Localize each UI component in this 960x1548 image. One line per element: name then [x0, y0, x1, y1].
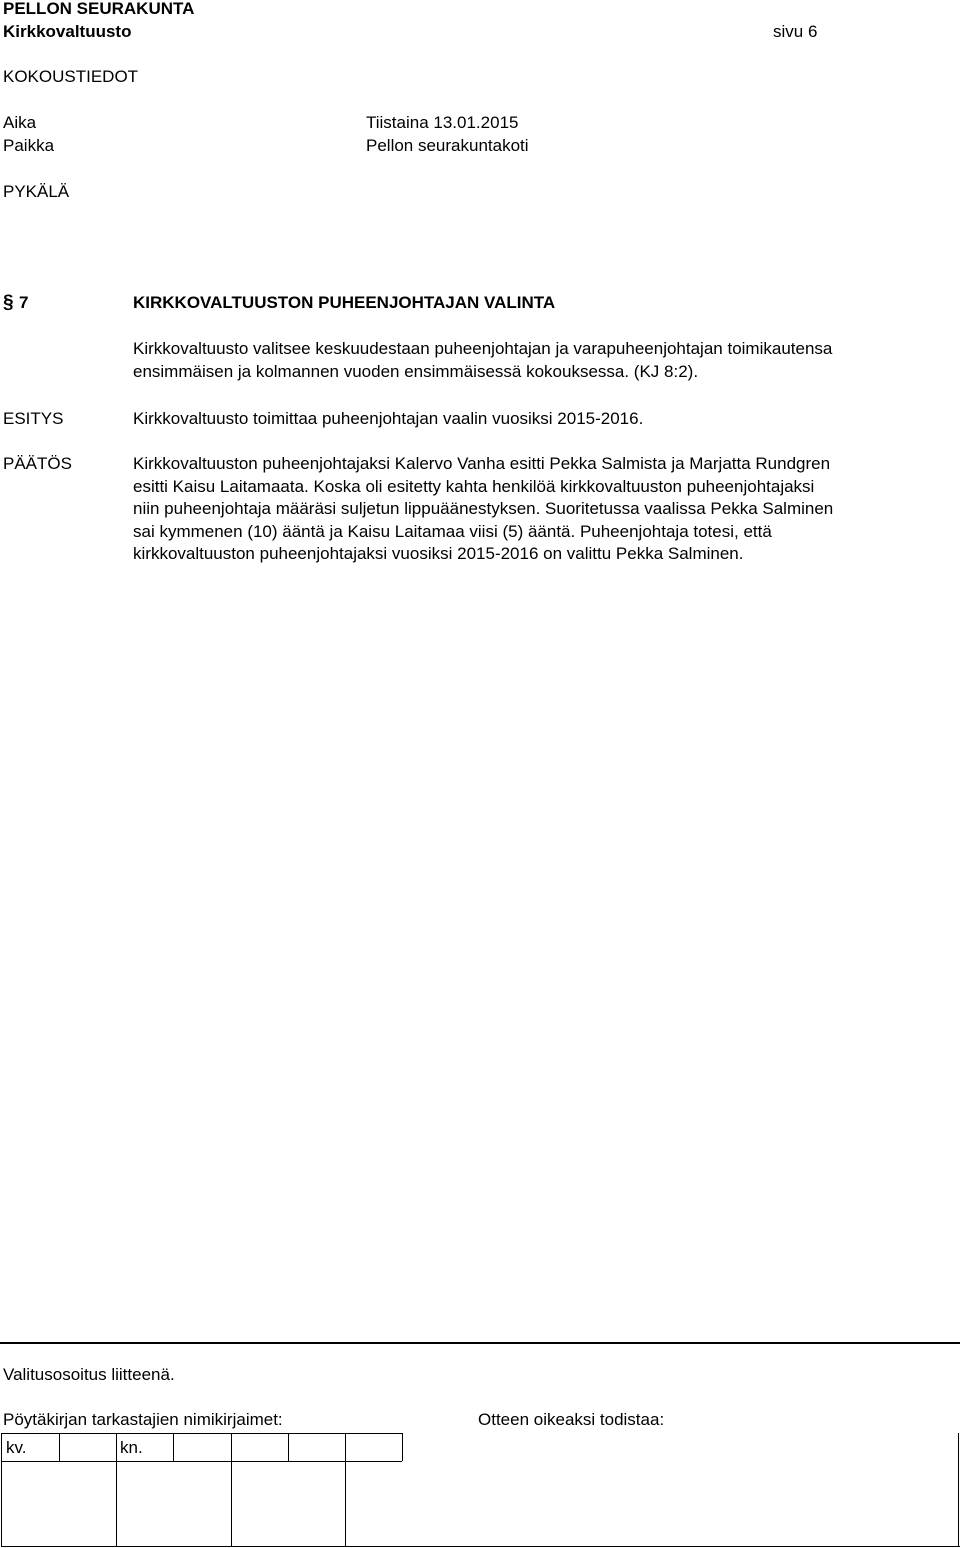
decision-line: Kirkkovaltuuston puheenjohtajaksi Kalervo Vanha esitti Pekka Salmista ja Marjatta Rundgren	[133, 454, 831, 473]
grid-line	[173, 1433, 174, 1461]
grid-line	[1, 1461, 402, 1462]
grid-line	[116, 1433, 117, 1547]
grid-line	[231, 1433, 232, 1547]
grid-line	[288, 1433, 289, 1461]
proposal-text: Kirkkovaltuusto toimittaa puheenjohtajan vaalin vuosiksi 2015-2016.	[133, 409, 644, 428]
intro-line: ensimmäisen ja kolmannen vuoden ensimmäisessä kokouksessa. (KJ 8:2).	[133, 361, 699, 381]
grid-line	[59, 1433, 60, 1461]
item-intro	[133, 338, 948, 383]
decision-text	[133, 453, 948, 566]
body-name: Kirkkovaltuusto	[3, 22, 132, 41]
time-value: Tiistaina 13.01.2015	[366, 113, 519, 132]
decision-line: kirkkovaltuuston puheenjohtajaksi vuosiksi 2015-2016 on valittu Pekka Salminen.	[133, 544, 744, 564]
decision-line: esitti Kaisu Laitamaata. Koska oli esitetty kahta henkilöä kirkkovaltuuston puheenjohtajaksi	[133, 476, 815, 496]
grid-line	[1, 1433, 402, 1434]
place-value: Pellon seurakuntakoti	[366, 136, 529, 155]
organization-name: PELLON SEURAKUNTA	[3, 0, 195, 18]
item-number: 7	[19, 293, 29, 312]
page-number: sivu 6	[773, 22, 818, 41]
grid-line	[345, 1433, 346, 1547]
footer-divider	[0, 1342, 960, 1344]
appeal-note: Valitusosoitus liitteenä.	[3, 1365, 175, 1384]
proposal-label: ESITYS	[3, 409, 64, 428]
grid-line	[958, 1433, 959, 1547]
grid-line	[1, 1433, 2, 1547]
place-label: Paikka	[3, 136, 55, 155]
time-label: Aika	[3, 113, 37, 132]
certify-label: Otteen oikeaksi todistaa:	[478, 1410, 665, 1429]
initials-label: Pöytäkirjan tarkastajien nimikirjaimet:	[3, 1410, 283, 1429]
item-title: KIRKKOVALTUUSTON PUHEENJOHTAJAN VALINTA	[133, 293, 556, 312]
meeting-heading: KOKOUSTIEDOT	[3, 67, 139, 86]
section-label: PYKÄLÄ	[3, 182, 70, 201]
grid-line	[402, 1433, 403, 1461]
decision-label: PÄÄTÖS	[3, 454, 72, 473]
intro-line: Kirkkovaltuusto valitsee keskuudestaan puheenjohtajan ja varapuheenjohtajan toimikautensa	[133, 339, 833, 358]
grid-line	[1, 1546, 960, 1547]
section-symbol: §	[3, 292, 14, 313]
decision-line: sai kymmenen (10) ääntä ja Kaisu Laitamaa viisi (5) ääntä. Puheenjohtaja totesi, että	[133, 521, 772, 541]
decision-line: niin puheenjohtaja määräsi suljetun lippuäänestyksen. Suoritetussa vaalissa Pekka Salminen	[133, 499, 834, 519]
initials-box-kn: kn.	[120, 1438, 143, 1457]
initials-box-kv: kv.	[6, 1438, 27, 1457]
